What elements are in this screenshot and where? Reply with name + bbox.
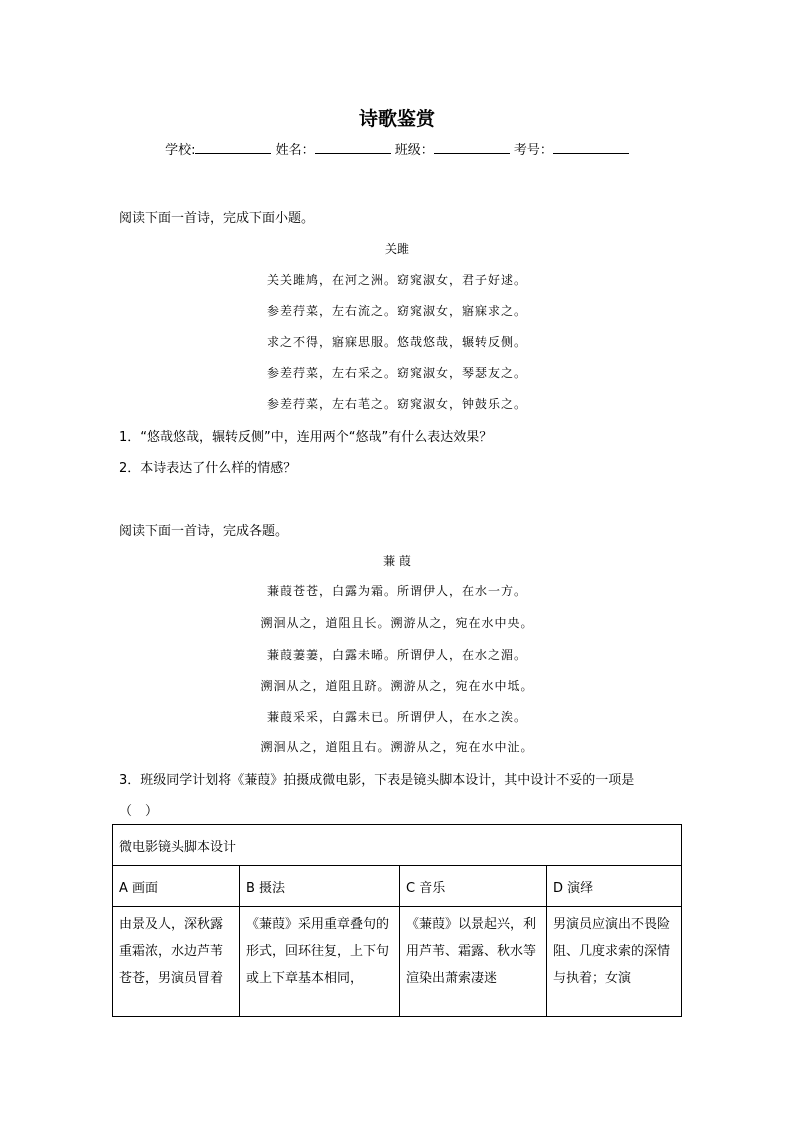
poem2-line: 溯洄从之，道阻且长。溯游从之，宛在水中央。 <box>260 616 534 630</box>
question-3-answer-paren: （ ） <box>119 804 159 819</box>
poem1-line: 参差荇菜，左右流之。窈窕淑女，寤寐求之。 <box>266 304 527 318</box>
column-header-d: D 演绎 <box>547 866 682 907</box>
poem1-line: 求之不得，寤寐思服。悠哉悠哉，辗转反侧。 <box>266 335 527 349</box>
poem2-line: 蒹葭萋萋，白露未晞。所谓伊人，在水之湄。 <box>266 648 527 662</box>
name-label: 姓名： <box>275 143 315 158</box>
column-header-c: C 音乐 <box>400 866 547 907</box>
poem2-line: 溯洄从之，道阻且右。溯游从之，宛在水中沚。 <box>260 740 534 754</box>
cell-a: 由景及人，深秋露重霜浓，水边芦苇苍苍，男演员冒着 <box>113 907 240 1017</box>
student-info-row <box>0 139 794 158</box>
poem2-title: 蒹 葭 <box>383 554 411 568</box>
poem2-line: 蒹葭采采，白露未已。所谓伊人，在水之涘。 <box>266 710 527 724</box>
column-header-a: A 画面 <box>113 866 240 907</box>
number-label: 考号： <box>513 143 553 158</box>
section2-intro: 阅读下面一首诗，完成各题。 <box>119 524 289 539</box>
question-3: 3．班级同学计划将《蒹葭》拍摄成微电影，下表是镜头脚本设计，其中设计不妥的一项是 <box>119 773 635 788</box>
poem1-line: 参差荇菜，左右采之。窈窕淑女，琴瑟友之。 <box>266 366 527 380</box>
page-title: 诗歌鉴赏 <box>358 108 435 130</box>
poem2-line: 溯洄从之，道阻且跻。溯游从之，宛在水中坻。 <box>260 679 534 693</box>
cell-c: 《蒹葭》以景起兴，利用芦苇、霜露、秋水等渲染出萧索凄迷 <box>400 907 547 1017</box>
table-header: 微电影镜头脚本设计 <box>113 825 682 866</box>
question-2: 2．本诗表达了什么样的情感？ <box>119 461 297 476</box>
name-blank[interactable] <box>315 141 391 154</box>
class-blank[interactable] <box>434 141 510 154</box>
poem1-line: 参差荇菜，左右芼之。窈窕淑女，钟鼓乐之。 <box>266 397 527 411</box>
question-1: 1．“悠哉悠哉，辗转反侧”中，连用两个“悠哉”有什么表达效果？ <box>119 430 493 445</box>
poem1-line: 关关雎鸠，在河之洲。窈窕淑女，君子好逑。 <box>266 273 527 287</box>
section1-intro: 阅读下面一首诗，完成下面小题。 <box>119 211 315 226</box>
cell-b: 《蒹葭》采用重章叠句的形式，回环往复，上下句或上下章基本相同， <box>240 907 400 1017</box>
school-label: 学校: <box>165 143 196 158</box>
cell-d: 男演员应演出不畏险阻、几度求索的深情与执着；女演 <box>547 907 682 1017</box>
number-blank[interactable] <box>553 141 629 154</box>
poem2-line: 蒹葭苍苍，白露为霜。所谓伊人，在水一方。 <box>266 584 527 598</box>
school-blank[interactable] <box>195 141 271 154</box>
shot-script-table <box>112 824 682 1017</box>
class-label: 班级： <box>394 143 434 158</box>
column-header-b: B 摄法 <box>240 866 400 907</box>
poem1-title: 关雎 <box>384 242 409 256</box>
